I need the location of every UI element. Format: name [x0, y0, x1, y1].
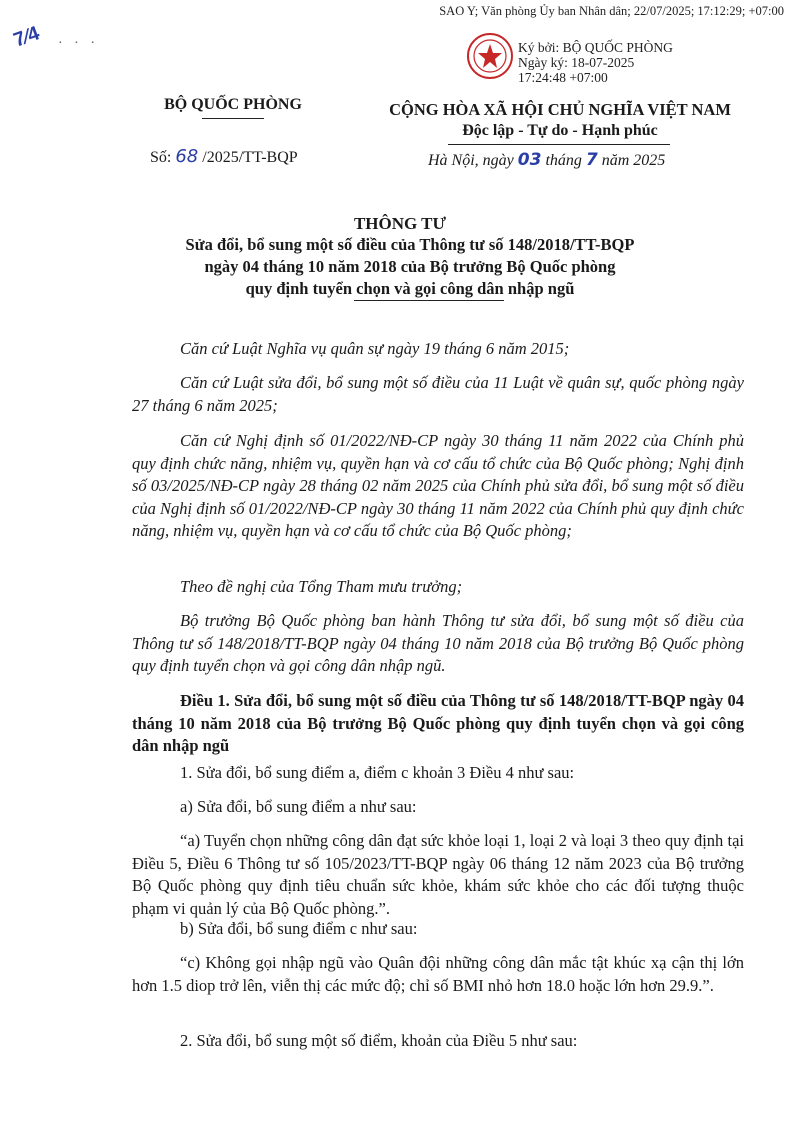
item-1a: a) Sửa đổi, bổ sung điểm a như sau: [180, 797, 417, 816]
item-2: 2. Sửa đổi, bổ sung một số điểm, khoản của Điều 5 như sau: [180, 1031, 578, 1050]
promulgation-clause: Bộ trưởng Bộ Quốc phòng ban hành Thông tư sửa đổi, bổ sung một số điều của Thông tư số 148/2018/TT-BQP ngày 04 tháng 10 năm 2018 của Bộ trưởng Bộ Quốc phòng quy định tuyển chọn và gọi công dân nhập ngũ. [132, 611, 744, 675]
legal-basis-3: Căn cứ Nghị định số 01/2022/NĐ-CP ngày 30 tháng 11 năm 2022 của Chính phủ quy định chức năng, nhiệm vụ, quyền hạn và cơ cấu tổ chức của Bộ Quốc phòng; Nghị định số 03/2025/NĐ-CP ngày 28 tháng 02 năm 2025 của Chính phủ sửa đổi, bổ sung một số điều của Nghị định số 01/2022/NĐ-CP ngày 30 tháng 11 năm 2022 của Chính phủ quy định chức năng, nhiệm vụ, quyền hạn và cơ cấu tổ chức của Bộ Quốc phòng; [132, 431, 744, 540]
place-and-date [428, 150, 665, 170]
ministry-underline [202, 118, 264, 119]
place-prefix: Hà Nội, ngày [428, 152, 514, 169]
month-handwritten: 7 [585, 150, 598, 170]
proposal-clause: Theo đề nghị của Tổng Tham mưu trưởng; [180, 577, 463, 596]
signature-time: 17:24:48 +07:00 [518, 70, 608, 85]
item-1: 1. Sửa đổi, bổ sung điểm a, điểm c khoản 3 Điều 4 như sau: [180, 763, 575, 782]
legal-basis-2: Căn cứ Luật sửa đổi, bổ sung một số điều của 11 Luật về quân sự, quốc phòng ngày 27 tháng 6 năm 2025; [132, 373, 744, 415]
quote-point-a: “a) Tuyển chọn những công dân đạt sức khỏe loại 1, loại 2 và loại 3 theo quy định tại Điều 5, Điều 6 Thông tư số 105/2023/TT-BQP ngày 06 tháng 12 năm 2023 của Bộ trưởng Bộ Quốc phòng quy định tiêu chuẩn sức khỏe, khám sức khỏe cho các đối tượng thuộc phạm vi quản lý của Bộ Quốc phòng.”. [132, 831, 744, 918]
national-title: CỘNG HÒA XÃ HỘI CHỦ NGHĨA VIỆT NAM [389, 100, 731, 119]
copy-stamp-line: SAO Y; Văn phòng Ủy ban Nhân dân; 22/07/2025; 17:12:29; +07:00 [439, 4, 784, 18]
document-number [150, 146, 298, 167]
digital-signature-block [518, 40, 673, 85]
issuing-ministry: BỘ QUỐC PHÒNG [164, 96, 302, 113]
subject-line: ngày 04 tháng 10 năm 2018 của Bộ trưởng Bộ Quốc phòng [204, 257, 616, 276]
quote-point-c: “c) Không gọi nhập ngũ vào Quân đội những công dân mắc tật khúc xạ cận thị lớn hơn 1.5 diop trở lên, viễn thị các mức độ; chỉ số BMI nhỏ hơn 18.0 hoặc lớn hơn 29.9.”. [132, 953, 744, 995]
legal-basis-1: Căn cứ Luật Nghĩa vụ quân sự ngày 19 tháng 6 năm 2015; [180, 339, 570, 358]
document-subject [140, 234, 680, 300]
day-handwritten: 03 [517, 150, 542, 170]
doc-number-handwritten: 68 [175, 146, 199, 167]
year-text: năm 2025 [601, 152, 666, 169]
document-type: THÔNG TƯ [353, 214, 447, 233]
doc-number-suffix: /2025/TT-BQP [202, 149, 298, 166]
subject-line: Sửa đổi, bổ sung một số điều của Thông tư số 148/2018/TT-BQP [185, 235, 635, 254]
motto-underline [448, 144, 670, 145]
handwritten-corner-mark: 7⁄4 [10, 22, 43, 52]
article-1-heading: Điều 1. Sửa đổi, bổ sung một số điều của Thông tư số 148/2018/TT-BQP ngày 04 tháng 10 năm 2018 của Bộ trưởng Bộ Quốc phòng quy định tuyển chọn và gọi công dân nhập ngũ [132, 691, 744, 755]
item-1b: b) Sửa đổi, bổ sung điểm c như sau: [180, 919, 418, 938]
signature-date: Ngày ký: 18-07-2025 [518, 55, 635, 70]
title-underline [354, 300, 504, 301]
state-seal-icon [466, 32, 514, 80]
signature-signer: Ký bởi: BỘ QUỐC PHÒNG [518, 40, 673, 55]
month-label: tháng [545, 152, 582, 169]
subject-line: quy định tuyển chọn và gọi công dân nhập ngũ [245, 279, 575, 298]
national-motto: Độc lập - Tự do - Hạnh phúc [462, 122, 658, 139]
corner-dots: · · · [58, 36, 99, 51]
doc-number-prefix: Số: [150, 149, 172, 166]
